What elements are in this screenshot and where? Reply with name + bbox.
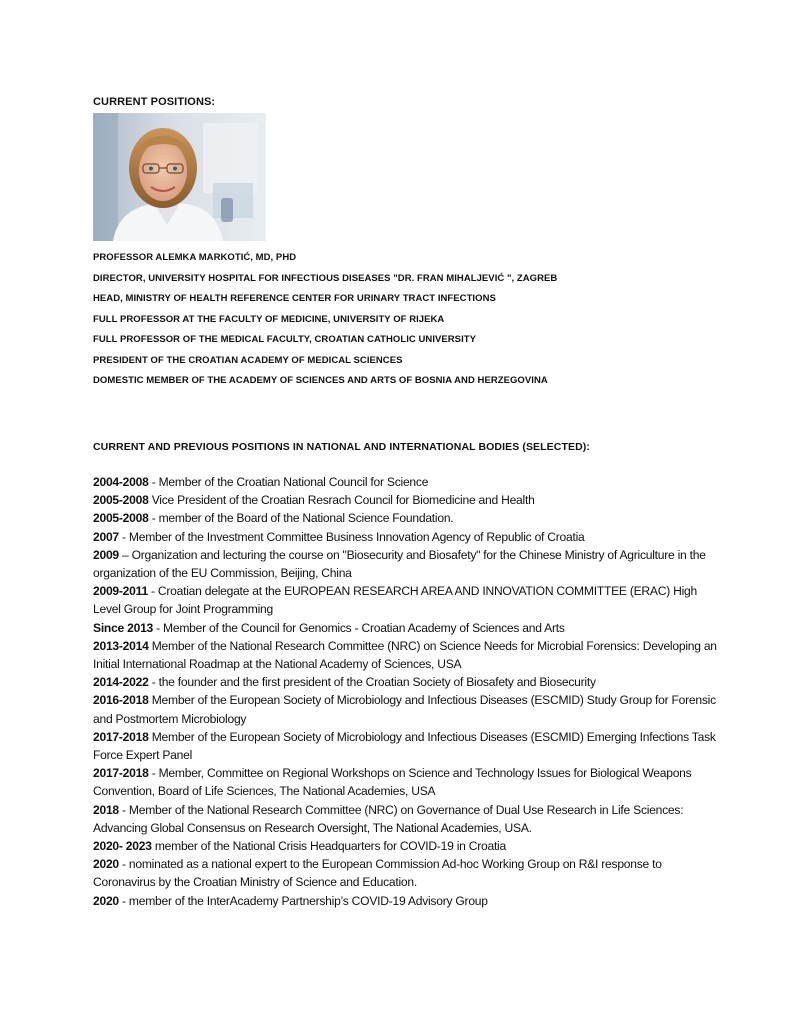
position-line: PROFESSOR ALEMKA MARKOTIĆ, MD, PHD xyxy=(93,252,297,263)
entry-year: 2005-2008 xyxy=(93,493,149,508)
entry-year: 2017-2018 xyxy=(93,729,149,744)
entry-text: Member of the European Society of Microbiology and Infectious Diseases (ESCMID) Study Group for Forensic and Postmortem Microbiology xyxy=(93,693,716,726)
list-item xyxy=(93,691,718,727)
entry-year: 2018 xyxy=(93,802,119,817)
entry-year: Since 2013 xyxy=(93,620,154,635)
position-line: DOMESTIC MEMBER OF THE ACADEMY OF SCIENCES AND ARTS OF BOSNIA AND HERZEGOVINA xyxy=(93,375,548,386)
entry-text: - Croatian delegate at the EUROPEAN RESEARCH AREA AND INNOVATION COMMITTEE (ERAC) High Level Group for Joint Programming xyxy=(93,584,697,617)
list-item xyxy=(93,546,718,582)
entry-text: - the founder and the first president of the Croatian Society of Biosafety and Biosecurity xyxy=(148,675,596,690)
entry-year: 2020 xyxy=(93,857,119,872)
list-item xyxy=(93,491,718,509)
entry-year: 2009-2011 xyxy=(93,584,148,599)
position-line: FULL PROFESSOR OF THE MEDICAL FACULTY, CROATIAN CATHOLIC UNIVERSITY xyxy=(93,334,477,345)
entry-year: 2013-2014 xyxy=(93,638,149,653)
entry-year: 2016-2018 xyxy=(93,693,149,708)
list-item xyxy=(93,837,718,855)
entry-text: - member of the InterAcademy Partnership’s COVID-19 Advisory Group xyxy=(118,893,488,908)
entry-text: Member of the National Research Committee (NRC) on Science Needs for Microbial Forensics: Developing an Initial International Roadmap at the National Academy of Sciences, USA xyxy=(93,638,717,672)
entry-year: 2014-2022 xyxy=(93,675,149,690)
bodies-heading: CURRENT AND PREVIOUS POSITIONS IN NATIONAL AND INTERNATIONAL BODIES (SELECTED): xyxy=(93,441,590,453)
portrait-image xyxy=(93,113,266,241)
entry-text: - Member, Committee on Regional Workshops on Science and Technology Issues for Biological Weapons Convention, Board of Life Sciences, The National Academies, USA xyxy=(93,766,692,799)
list-item xyxy=(93,892,718,910)
entry-year: 2005-2008 xyxy=(93,511,149,526)
list-item xyxy=(93,528,718,546)
entry-year: 2007 xyxy=(93,529,119,544)
position-line: PRESIDENT OF THE CROATIAN ACADEMY OF MEDICAL SCIENCES xyxy=(93,354,403,366)
list-item xyxy=(93,764,718,800)
entry-text: - Member of the National Research Committee (NRC) on Governance of Dual Use Research in Life Sciences: Advancing Global Consensus on Research Oversight, The National Academies, USA. xyxy=(93,802,684,835)
list-item xyxy=(93,619,718,637)
entry-year: 2004-2008 xyxy=(93,475,149,489)
list-item xyxy=(93,582,718,618)
entry-year: 2020- 2023 xyxy=(93,839,152,854)
entry-text: - Member of the Investment Committee Business Innovation Agency of Republic of Croatia xyxy=(118,529,585,544)
entry-text: - member of the Board of the National Science Foundation. xyxy=(148,511,454,526)
entry-year: 2020 xyxy=(93,893,119,908)
current-positions-list xyxy=(93,248,743,392)
entry-text: - nominated as a national expert to the European Commission Ad-hoc Working Group on R&I response to Coronavirus by the Croatian Ministry of Science and Education. xyxy=(93,857,662,890)
entry-text: member of the National Crisis Headquarters for COVID-19 in Croatia xyxy=(151,839,506,854)
list-item xyxy=(93,855,718,891)
list-item xyxy=(93,673,718,691)
position-line: HEAD, MINISTRY OF HEALTH REFERENCE CENTER FOR URINARY TRACT INFECTIONS xyxy=(93,293,496,304)
portrait-photo xyxy=(93,113,266,241)
entry-text: - Member of the Council for Genomics - Croatian Academy of Sciences and Arts xyxy=(153,620,565,635)
entry-text: Member of the European Society of Microbiology and Infectious Diseases (ESCMID) Emerging Infections Task Force Expert Panel xyxy=(93,729,716,763)
list-item xyxy=(93,801,718,837)
entry-text: – Organization and lecturing the course on "Biosecurity and Biosafety" for the Chinese Ministry of Agriculture in the organization of the EU Commission, Beijing, China xyxy=(93,547,706,581)
entry-text: Vice President of the Croatian Resrach Council for Biomedicine and Health xyxy=(148,493,535,508)
entry-text: - Member of the Croatian National Council for Science xyxy=(148,475,429,489)
position-line: DIRECTOR, UNIVERSITY HOSPITAL FOR INFECTIOUS DISEASES "DR. FRAN MIHALJEVIĆ ", ZAGREB xyxy=(93,272,558,284)
position-line: FULL PROFESSOR AT THE FACULTY OF MEDICINE, UNIVERSITY OF RIJEKA xyxy=(93,313,445,325)
list-item xyxy=(93,473,718,491)
entry-year: 2017-2018 xyxy=(93,766,149,781)
entry-year: 2009 xyxy=(93,547,119,562)
positions-entries-list xyxy=(93,473,718,910)
list-item xyxy=(93,509,718,527)
list-item xyxy=(93,637,718,673)
list-item xyxy=(93,728,718,764)
current-positions-heading: CURRENT POSITIONS: xyxy=(93,96,216,108)
